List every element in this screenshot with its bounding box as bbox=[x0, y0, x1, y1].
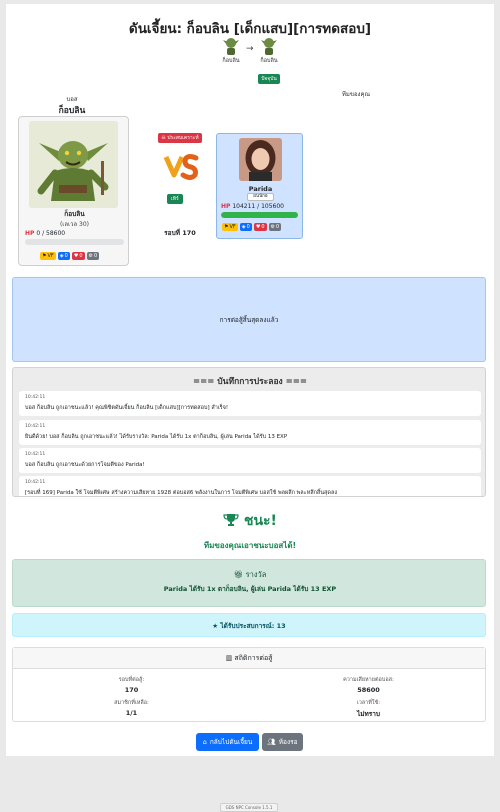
player-name: Parida bbox=[248, 185, 273, 193]
stat-rounds: รอบที่ต่อสู้: 170 bbox=[118, 677, 145, 694]
reward-panel bbox=[12, 559, 486, 607]
gear-icon: ⚙ bbox=[270, 224, 275, 230]
evolution-from bbox=[211, 34, 251, 65]
star-icon: ★ bbox=[212, 622, 219, 630]
party-room-button[interactable]: 👥︎ ห้องรอ bbox=[262, 733, 303, 751]
back-to-dungeon-button[interactable]: ⌂ กลับไปดันเจี้ยน bbox=[196, 733, 259, 751]
users-icon: 👥︎ bbox=[267, 738, 276, 746]
boss-section-label: บอส bbox=[66, 96, 78, 103]
victory-title bbox=[6, 510, 494, 532]
evolution-to-name: ก็อบลิน bbox=[260, 58, 278, 64]
flag-icon: ⚑ bbox=[42, 253, 47, 259]
arrow-right-icon: → bbox=[246, 44, 254, 54]
boss-name: ก็อบลิน bbox=[64, 210, 85, 218]
round-label: รอบที่ 170 bbox=[164, 229, 196, 237]
player-role-badge: ผนนักอ bbox=[247, 193, 274, 201]
shield-icon: ◈ bbox=[59, 253, 64, 259]
boss-level: (เลเวล 30) bbox=[59, 221, 90, 228]
boss-portrait bbox=[29, 121, 118, 208]
battle-stats-header: ▥ สถิติการต่อสู้ bbox=[13, 648, 485, 669]
stat-time: เวลาที่ใช้: ไม่ทราบ bbox=[356, 700, 381, 718]
gear-icon: ⚙ bbox=[88, 253, 93, 259]
player-status-vf: ⚑ VF bbox=[224, 224, 236, 230]
battle-finished-alert: การต่อสู้สิ้นสุดลงแล้ว bbox=[12, 277, 486, 362]
player-hp bbox=[221, 203, 284, 210]
goblin-icon bbox=[259, 34, 279, 56]
log-message: บอส ก็อบลิน ถูกเอาชนะด้วยการโจมตีของ Parida! bbox=[25, 462, 145, 468]
stat-damage: ความเสียหายต่อบอส: 58600 bbox=[343, 677, 394, 694]
player-hp-label: HP bbox=[221, 203, 231, 210]
boss-hp-bar bbox=[25, 239, 124, 245]
versus-icon bbox=[160, 145, 200, 185]
log-time: 10:42:11 bbox=[25, 452, 46, 457]
boss-hp-label: HP bbox=[25, 230, 35, 237]
versus-area bbox=[151, 124, 209, 189]
goblin-icon bbox=[221, 34, 241, 56]
evolution-to bbox=[249, 34, 289, 84]
evolution-from-name: ก็อบลิน bbox=[222, 58, 240, 64]
boss-hp-value: 0 / 58600 bbox=[36, 230, 66, 237]
boss-status-row bbox=[40, 252, 99, 260]
player-status-defense: ◈ 0 bbox=[241, 224, 250, 230]
boss-header-name: ก็อบลิน bbox=[58, 106, 86, 116]
faint-badge: ☠ ประสบเคราะห์ bbox=[158, 133, 201, 143]
footer-label: GDS NPC Console 1.5.1 bbox=[220, 803, 278, 812]
log-message: ยินดีด้วย! บอส ก็อบลิน ถูกเอาชนะแล้ว! ได้รับรางวัล: Parida ได้รับ 1x ตาก็อบลิน, ผู้เล่น Parida ได้รับ 13 EXP bbox=[25, 434, 288, 440]
heart-icon: ♥ bbox=[73, 253, 79, 259]
log-entry bbox=[19, 448, 481, 473]
boss-status-heal: ♥ 0 bbox=[73, 253, 83, 259]
player-hp-fill bbox=[221, 212, 298, 218]
battle-log[interactable] bbox=[12, 367, 486, 497]
log-entry bbox=[19, 391, 481, 416]
team-section-label: ทีมของคุณ bbox=[341, 91, 371, 98]
skull-icon: ☠ bbox=[161, 135, 166, 141]
log-time: 10:42:11 bbox=[25, 395, 46, 400]
shield-icon: ◈ bbox=[241, 224, 246, 230]
player-hp-value: 104211 / 105600 bbox=[232, 203, 284, 210]
player-card[interactable] bbox=[216, 133, 303, 239]
goblin-portrait-icon bbox=[29, 121, 118, 208]
boss-card bbox=[18, 116, 129, 266]
log-entry bbox=[19, 476, 481, 497]
player-status-misc: ⚙ 0 bbox=[270, 224, 280, 230]
turn-badge: เทิร์ bbox=[167, 194, 183, 204]
reward-header: 🎁︎ รางวัล bbox=[233, 570, 267, 579]
player-portrait-icon bbox=[239, 138, 282, 181]
battle-result-page bbox=[6, 4, 494, 756]
boss-status-misc: ⚙ 0 bbox=[88, 253, 98, 259]
player-status-heal: ♥ 0 bbox=[255, 224, 265, 230]
chart-icon: ▥ bbox=[225, 654, 233, 662]
log-time: 10:42:11 bbox=[25, 480, 46, 485]
boss-status-vf: ⚑ VF bbox=[42, 253, 54, 259]
flag-icon: ⚑ bbox=[224, 224, 229, 230]
player-hp-bar bbox=[221, 212, 299, 218]
vs-text: VS bbox=[177, 179, 183, 184]
gift-icon: 🎁︎ bbox=[233, 570, 244, 579]
player-status-row bbox=[222, 223, 281, 231]
exp-panel: ★ ได้รับประสบการณ์: 13 bbox=[12, 613, 486, 637]
reward-text: Parida ได้รับ 1x ตาก็อบลิน, ผู้เล่น Parida ได้รับ 13 EXP bbox=[163, 585, 337, 593]
battle-log-title: === บันทึกการประลอง === bbox=[192, 377, 308, 387]
boss-status-defense: ◈ 0 bbox=[59, 253, 68, 259]
stat-members: สมาชิกที่เหลือ: 1/1 bbox=[114, 700, 149, 717]
victory-subtitle: ทีมของคุณเอาชนะบอสได้! bbox=[203, 541, 297, 550]
page-title: ดันเจี้ยน: ก็อบลิน [เด็กแสบ][การทดสอบ] bbox=[128, 21, 372, 37]
trophy-icon bbox=[223, 513, 239, 527]
dungeon-icon: ⌂ bbox=[202, 738, 207, 746]
victory-text: ชนะ! bbox=[243, 513, 277, 529]
boss-hp bbox=[25, 230, 65, 237]
log-time: 10:42:11 bbox=[25, 424, 46, 429]
heart-icon: ♥ bbox=[255, 224, 261, 230]
player-avatar bbox=[239, 138, 282, 181]
current-badge: ปัจจุบัน bbox=[258, 74, 280, 84]
battle-stats bbox=[12, 647, 486, 722]
log-entry bbox=[19, 420, 481, 445]
log-message: บอส ก็อบลิน ถูกเอาชนะแล้ว! คุณพิชิตดันเจี้ยน ก็อบลิน [เด็กแสบ][การทดสอบ] สำเร็จ! bbox=[25, 405, 229, 411]
log-message: [รอบที่ 169] Parida ใช้ โจมตีพิเศษ สร้างความเสียหาย 1928 ต่อบอส6 พลังงานในการ โจมตีพิเศษ บอสใช้ พลผลึก พละหลึกสิ้นสุดลง bbox=[25, 490, 338, 496]
